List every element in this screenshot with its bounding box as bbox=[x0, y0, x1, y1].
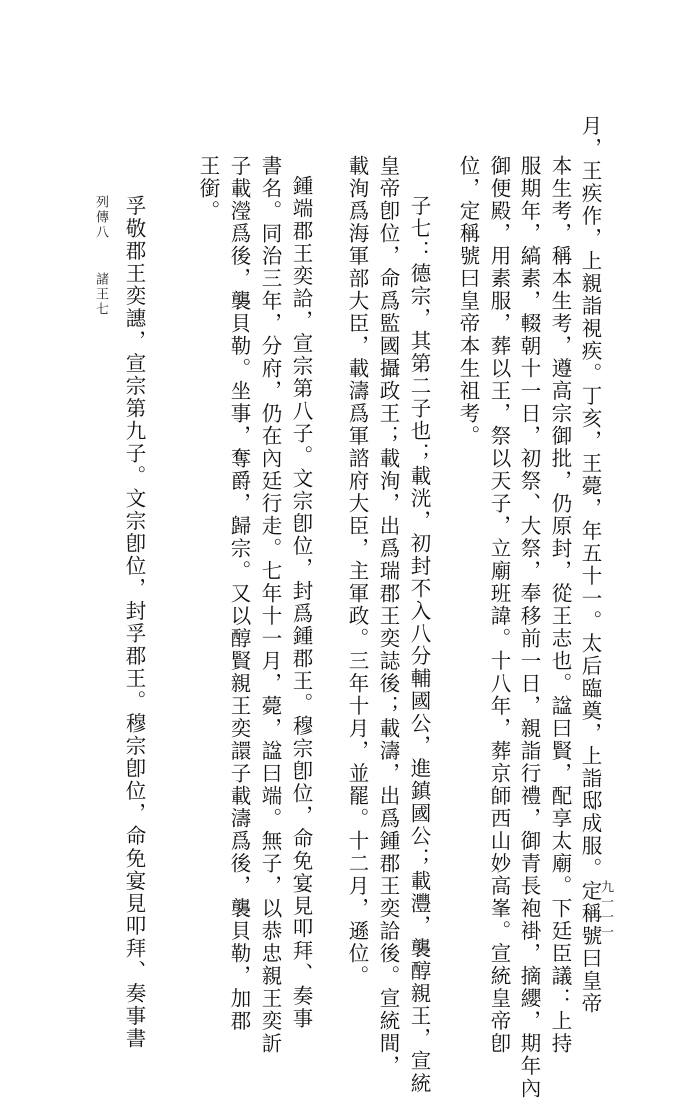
text-column-12: 王銜。 bbox=[196, 155, 220, 223]
page-number: 九一一一 bbox=[598, 880, 613, 940]
text-column-8: 載洵爲海軍部大臣，載濤爲軍諮府大臣，主軍政。三年十月，並罷。十二月，遜位。 bbox=[345, 155, 369, 988]
text-column-10: 書名。同治三年，分府，仍在內廷行走。七年十一月，薨，諡曰端。無子，以恭忠親王奕訢 bbox=[258, 155, 282, 1055]
text-column-2: 本生考，稱本生考，遵高宗御批，仍原封，從王志也。諡曰賢，配享太廟。下廷臣議：上持 bbox=[548, 155, 572, 1055]
running-header-chapter: 列傳八 bbox=[93, 195, 108, 240]
text-column-3: 服期年，縞素，輟朝十一日，初祭、大祭，奉移前一日，親詣行禮，御青長袍褂，摘纓，期年內 bbox=[517, 155, 541, 1100]
text-column-13: 孚敬郡王奕譓，宣宗第九子。文宗卽位，封孚郡王。穆宗卽位，命免宴見叩拜、奏事書 bbox=[122, 195, 146, 1050]
text-column-6: 子七：德宗，其第二子也；載洸，初封不入八分輔國公，進鎮國公；載灃，襲醇親王，宣統 bbox=[407, 195, 431, 1095]
text-column-7: 皇帝卽位，命爲監國攝政王；載洵，出爲瑞郡王奕誌後；載濤，出爲鍾郡王奕詥後。宣統間， bbox=[376, 155, 400, 1078]
text-column-11: 子載瀅爲後，襲貝勒。坐事，奪爵，歸宗。又以醇賢親王奕譞子載濤爲後，襲貝勒，加郡 bbox=[227, 155, 251, 1033]
text-column-4: 御便殿，用素服，葬以王，祭以天子，立廟班諱。十八年，葬京師西山妙高峯。宣統皇帝卽 bbox=[487, 155, 511, 1055]
text-column-1: 月，王疾作，上親詣視疾。丁亥，王薨，年五十一。太后臨奠，上詣邸成服。定稱號曰皇帝 bbox=[578, 115, 602, 1015]
text-column-5: 位，定稱號曰皇帝本生祖考。 bbox=[456, 155, 480, 448]
running-header-section: 諸王七 bbox=[93, 272, 108, 317]
text-column-9: 鍾端郡王奕詥，宣宗第八子。文宗卽位，封爲鍾郡王。穆宗卽位，命免宴見叩拜、奏事 bbox=[289, 175, 313, 1030]
